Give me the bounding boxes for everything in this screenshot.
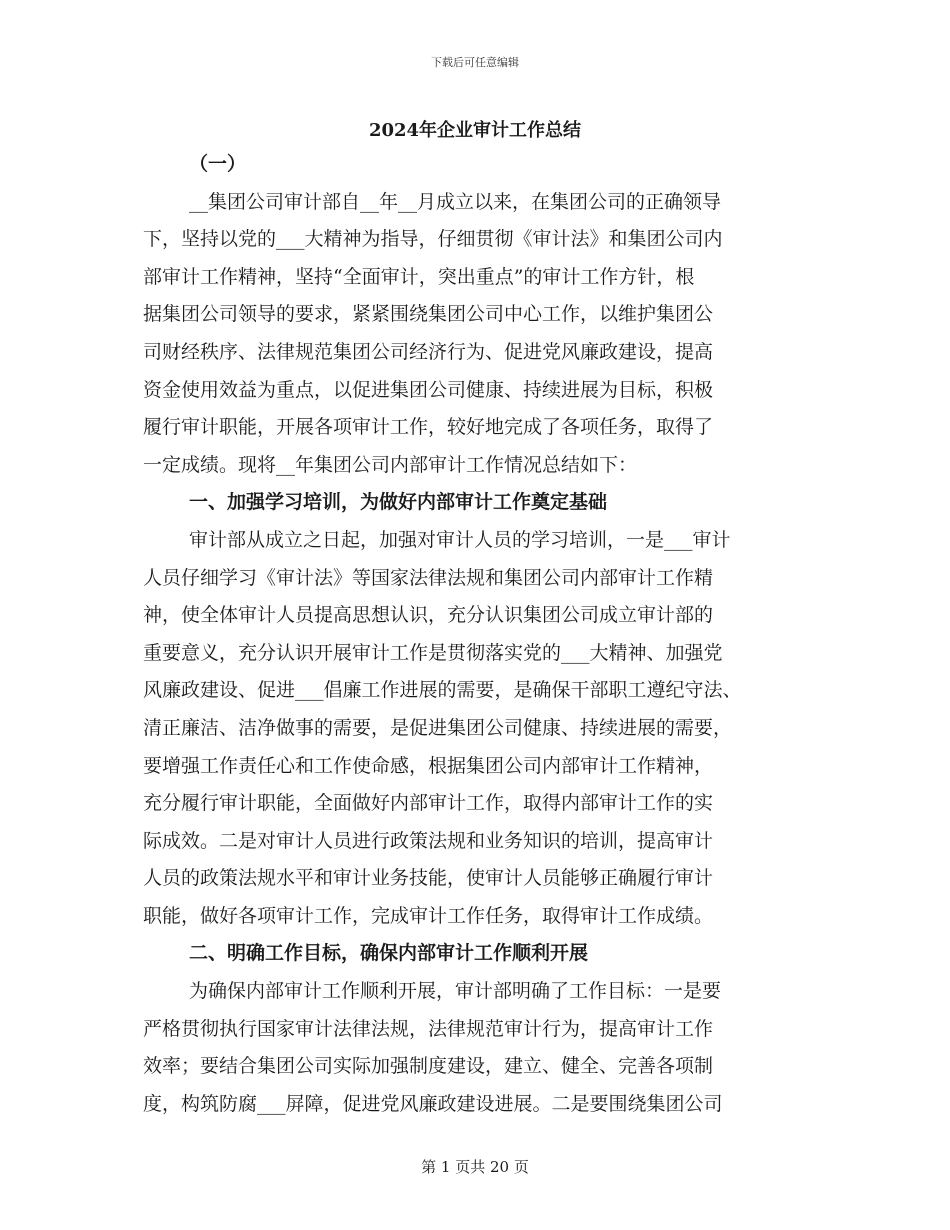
paragraph-line: 度，构筑防腐___屏障，促进党风廉政建设进展。二是要围绕集团公司	[143, 1092, 723, 1115]
page-footer: 第 1 页共 20 页	[421, 1158, 529, 1176]
paragraph-line: 部审计工作精神，坚持“全面审计，突出重点”的审计工作方针，根	[143, 265, 695, 288]
paragraph-line: 据集团公司领导的要求，紧紧围绕集团公司中心工作，以维护集团公	[143, 303, 714, 326]
paragraph-line: 充分履行审计职能，全面做好内部审计工作，取得内部审计工作的实	[143, 792, 714, 815]
paragraph-line: 资金使用效益为重点，以促进集团公司健康、持续进展为目标，积极	[143, 378, 714, 401]
paragraph-line: 重要意义，充分认识开展审计工作是贯彻落实党的___大精神、加强党	[143, 641, 723, 664]
paragraph-line: 严格贯彻执行国家审计法律法规，法律规范审计行为，提高审计工作	[143, 1017, 714, 1040]
section-heading: 一、加强学习培训，为做好内部审计工作奠定基础	[189, 491, 608, 514]
paragraph-line: 司财经秩序、法律规范集团公司经济行为、促进党风廉政建设，提高	[143, 340, 714, 363]
paragraph-line: 履行审计职能，开展各项审计工作，较好地完成了各项任务，取得了	[143, 416, 714, 439]
paragraph-line: 神，使全体审计人员提高思想认识，充分认识集团公司成立审计部的	[143, 604, 714, 627]
paragraph-line: 要增强工作责任心和工作使命感，根据集团公司内部审计工作精神，	[143, 754, 714, 777]
paragraph-line: 审计部从成立之日起，加强对审计人员的学习培训，一是___审计	[189, 528, 731, 551]
paragraph-line: 人员仔细学习《审计法》等国家法律法规和集团公司内部审计工作精	[143, 566, 714, 589]
paragraph-line: 际成效。二是对审计人员进行政策法规和业务知识的培训，提高审计	[143, 829, 714, 852]
paragraph-line: 效率；要结合集团公司实际加强制度建设，建立、健全、完善各项制	[143, 1055, 714, 1078]
paragraph-line: 人员的政策法规水平和审计业务技能，使审计人员能够正确履行审计	[143, 867, 714, 890]
document-body	[143, 146, 815, 1123]
paragraph-line: 风廉政建设、促进___倡廉工作进展的需要，是确保干部职工遵纪守法、	[143, 679, 742, 702]
section-heading: （一）	[189, 153, 247, 175]
paragraph-line: 为确保内部审计工作顺利开展，审计部明确了工作目标：一是要	[189, 980, 722, 1003]
paragraph-line: 一定成绩。现将__年集团公司内部审计工作情况总结如下：	[143, 453, 638, 476]
paragraph-line: 职能，做好各项审计工作，完成审计工作任务，取得审计工作成绩。	[143, 904, 714, 927]
section-heading: 二、明确工作目标，确保内部审计工作顺利开展	[189, 942, 589, 965]
paragraph-line: __集团公司审计部自__年__月成立以来，在集团公司的正确领导	[189, 190, 722, 213]
page-header: 下载后可任意编辑	[431, 56, 519, 69]
paragraph-line: 下，坚持以党的___大精神为指导，仔细贯彻《审计法》和集团公司内	[143, 228, 723, 251]
paragraph-line: 清正廉洁、洁净做事的需要，是促进集团公司健康、持续进展的需要，	[143, 716, 733, 739]
document-title: 2024年企业审计工作总结	[368, 120, 582, 141]
